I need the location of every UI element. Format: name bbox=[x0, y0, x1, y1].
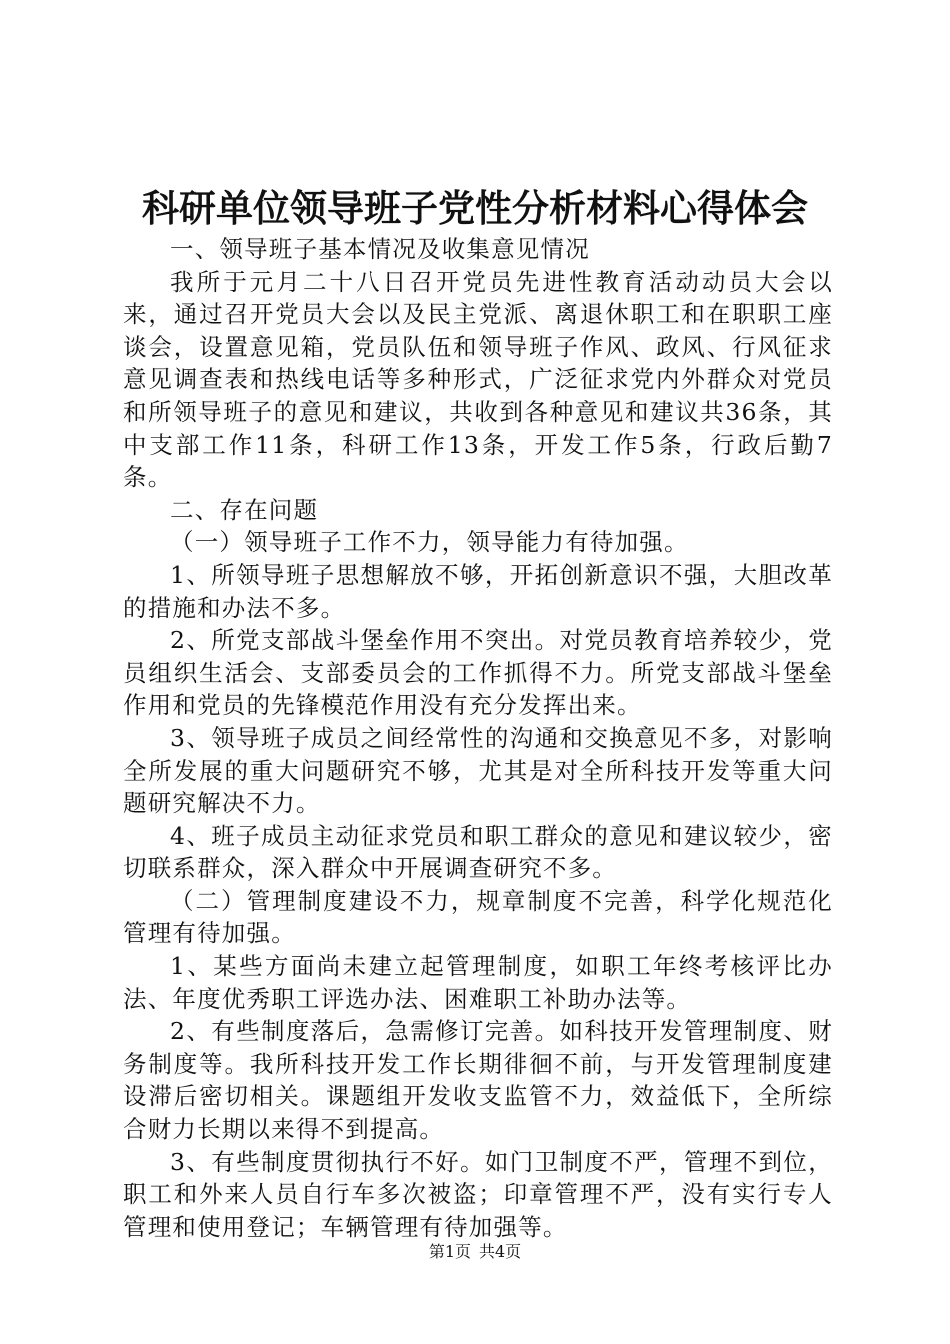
page-footer bbox=[0, 1241, 950, 1263]
list-item: 1、所领导班子思想解放不够，开拓创新意识不强，大胆改革的措施和办法不多。 bbox=[123, 560, 833, 622]
page-number: 第1页 bbox=[428, 1242, 471, 1261]
list-item: 1、某些方面尚未建立起管理制度，如职工年终考核评比办法、年度优秀职工评选办法、困难职工补助办法等。 bbox=[123, 952, 833, 1013]
document-body bbox=[123, 233, 833, 1243]
list-item: 4、班子成员主动征求党员和职工群众的意见和建议较少，密切联系群众，深入群众中开展调查研究不多。 bbox=[123, 821, 833, 883]
subsection-heading-2: （二）管理制度建设不力，规章制度不完善，科学化规范化管理有待加强。 bbox=[123, 886, 833, 948]
list-item: 2、有些制度落后，急需修订完善。如科技开发管理制度、财务制度等。我所科技开发工作长期徘徊不前，与开发管理制度建设滞后密切相关。课题组开发收支监管不力，效益低下，全所综合财力长期以来得不到提高。 bbox=[123, 1017, 833, 1144]
section-heading-1: 一、领导班子基本情况及收集意见情况 bbox=[170, 235, 590, 263]
subsection-heading-1: （一）领导班子工作不力，领导能力有待加强。 bbox=[170, 528, 689, 557]
section-heading-2: 二、存在问题 bbox=[170, 495, 319, 524]
list-item: 2、所党支部战斗堡垒作用不突出。对党员教育培养较少，党员组织生活会、支部委员会的工作抓得不力。所党支部战斗堡垒作用和党员的先锋模范作用没有充分发挥出来。 bbox=[123, 626, 833, 720]
list-item: 3、领导班子成员之间经常性的沟通和交换意见不多，对影响全所发展的重大问题研究不够，尤其是对全所科技开发等重大问题研究解决不力。 bbox=[123, 723, 833, 818]
list-item: 3、有些制度贯彻执行不好。如门卫制度不严，管理不到位，职工和外来人员自行车多次被盗；印章管理不严，没有实行专人管理和使用登记；车辆管理有待加强等。 bbox=[123, 1147, 833, 1241]
paragraph-intro: 我所于元月二十八日召开党员先进性教育活动动员大会以来，通过召开党员大会以及民主党派、离退休职工和在职职工座谈会，设置意见箱，党员队伍和领导班子作风、政风、行风征求意见调查表和热线电话等多种形式，广泛征求党内外群众对党员和所领导班子的意见和建议，共收到各种意见和建议共36条，其中支部工作11条，科研工作13条，开发工作5条，行政后勤7条。 bbox=[123, 267, 833, 492]
document-title: 科研单位领导班子党性分析材料心得体会 bbox=[142, 186, 808, 230]
page-total: 共4页 bbox=[479, 1242, 522, 1261]
